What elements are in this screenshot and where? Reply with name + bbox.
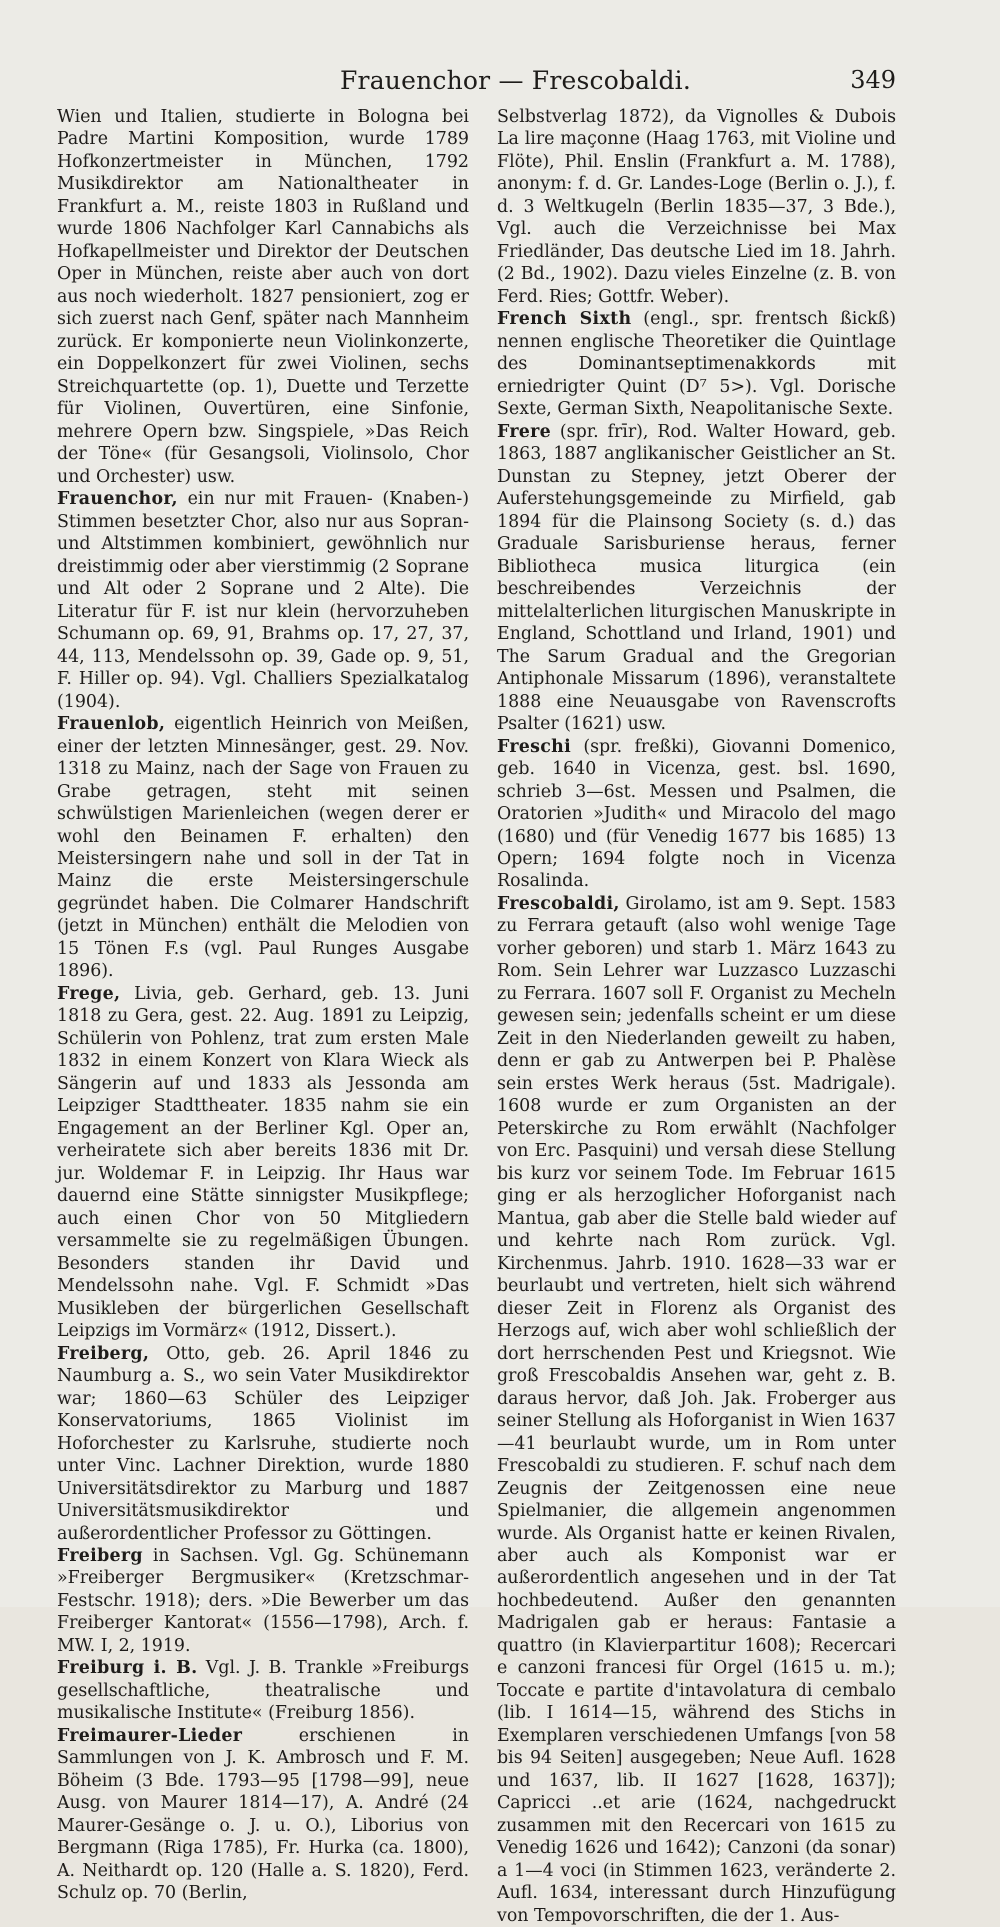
entry-headword: Frauenlob, bbox=[57, 714, 166, 735]
entry-headword: Frescobaldi, bbox=[497, 893, 620, 914]
dictionary-entry bbox=[57, 1725, 469, 1905]
dictionary-entry bbox=[57, 1545, 469, 1657]
entry-text: erschienen in Sammlungen von J. K. Ambrosch und F. M. Böheim (3 Bde. 1793—95 [1798—99], neue Ausg. von Maurer 1814—17), A. André (24 Maurer-Gesänge o. J. u. O.), Liborius von Bergmann (Riga 1785), Fr. Hurka (ca. 1800), A. Neithardt op. 120 (Halle a. S. 1820), Ferd. Schulz op. 70 (Berlin, bbox=[57, 1725, 469, 1904]
entry-text: Livia, geb. Gerhard, geb. 13. Juni 1818 zu Gera, gest. 22. Aug. 1891 zu Leipzig, Schülerin von Pohlenz, trat zum ersten Male 1832 in einem Konzert von Klara Wieck als Sängerin auf und 1833 als Jessonda am Leipziger Stadttheater. 1835 nahm sie ein Engagement an der Berliner Kgl. Oper an, verheiratete sich aber bereits 1836 mit Dr. jur. Woldemar F. in Leipzig. Ihr Haus war dauernd eine Stätte sinnigster Musikpflege; auch einen Chor von 50 Mitgliedern versammelte sie zu regelmäßigen Übungen. Besonders standen ihr David und Mendelssohn nahe. Vgl. F. Schmidt »Das Musikleben der bürgerlichen Gesellschaft Leipzigs im Vormärz« (1912, Dissert.). bbox=[57, 983, 469, 1342]
dictionary-entry bbox=[57, 1343, 469, 1545]
dictionary-entry bbox=[497, 736, 896, 893]
dictionary-entry bbox=[57, 488, 469, 713]
entry-headword: Freimaurer-Lieder bbox=[57, 1725, 243, 1746]
dictionary-entry bbox=[57, 106, 469, 488]
entry-text: (spr. frīr), Rod. Walter Howard, geb. 1863, 1887 anglikanischer Geistlicher an St. Dunstan zu Stepney, jetzt Oberer der Auferstehungsgemeinde zu Mirfield, gab 1894 für die Plainsong Society (s. d.) das Graduale Sarisburiense heraus, ferner Bibliotheca musica liturgica (ein beschreibendes Verzeichnis der mittelalterlichen liturgischen Manuskripte in England, Schottland und Irland, 1901) und The Sarum Gradual and the Gregorian Antiphonale Missarum (1896), veranstaltete 1888 eine Neuausgabe von Ravenscrofts Psalter (1621) usw. bbox=[497, 421, 896, 735]
entry-text: in Sachsen. Vgl. Gg. Schünemann »Freiberger Bergmusiker« (Kretzschmar-Festschr. 1918); ders. »Die Bewerber um das Freiberger Kantorat« (1556—1798), Arch. f. MW. I, 2, 1919. bbox=[57, 1546, 469, 1656]
entry-headword: Freiberg, bbox=[57, 1343, 150, 1364]
dictionary-entry bbox=[497, 106, 896, 308]
entry-text: eigentlich Heinrich von Meißen, einer der letzten Minnesänger, gest. 29. Nov. 1318 zu Mainz, nach der Sage von Frauen zu Grabe getragen, steht mit seinen schwülstigen Marienleichen (wegen derer er wohl den Beinamen F. erhalten) den Meistersingern nahe und soll in der Tat in Mainz die erste Meistersingerschule gegründet haben. Die Colmarer Handschrift (jetzt in München) enthält die Melodien von 15 Tönen F.s (vgl. Paul Runges Ausgabe 1896). bbox=[57, 714, 469, 982]
dictionary-entry bbox=[57, 983, 469, 1343]
entry-text: Otto, geb. 26. April 1846 zu Naumburg a. S., wo sein Vater Musikdirektor war; 1860—63 Schüler des Leipziger Konservatoriums, 1865 Violinist im Hoforchester zu Karlsruhe, studierte noch unter Vinc. Lachner Direktion, wurde 1880 Universitätsdirektor zu Marburg und 1887 Universitätsmusikdirektor und außerordentlicher Professor zu Göttingen. bbox=[57, 1343, 469, 1544]
running-title: Frauenchor — Frescobaldi. bbox=[340, 66, 692, 95]
page-number: 349 bbox=[850, 66, 896, 94]
right-column bbox=[497, 106, 896, 1926]
dictionary-entry bbox=[57, 713, 469, 983]
dictionary-entry bbox=[497, 421, 896, 736]
entry-text: Girolamo, ist am 9. Sept. 1583 zu Ferrara getauft (also wohl wenige Tage vorher geboren) und starb 1. März 1643 zu Rom. Sein Lehrer war Luzzasco Luzzaschi zu Ferrara. 1607 soll F. Organist zu Mecheln gewesen sein; jedenfalls scheint er um diese Zeit in den Niederlanden geweilt zu haben, denn er gab zu Antwerpen bei P. Phalèse sein erstes Werk heraus (5st. Madrigale). 1608 wurde er zum Organisten an der Peterskirche zu Rom erwählt (Nachfolger von Erc. Pasquini) und versah diese Stellung bis kurz vor seinem Tode. Im Februar 1615 ging er als herzoglicher Hoforganist nach Mantua, gab aber die Stelle bald wieder auf und kehrte nach Rom zurück. Vgl. Kirchenmus. Jahrb. 1910. 1628—33 war er beurlaubt und vertreten, hielt sich während dieser Zeit in Florenz als Organist des Herzogs auf, wich aber wohl schließlich der dort herrschenden Pest und Kriegsnot. Wie groß Frescobaldis Ansehen war, geht z. B. daraus hervor, daß Joh. Jak. Froberger aus seiner Stellung als Hoforganist in Wien 1637—41 beurlaubt wurde, um in Rom unter Frescobaldi zu studieren. F. schuf nach dem Zeugnis der Zeitgenossen eine neue Spielmanier, die allgemein angenommen wurde. Als Organist hatte er keinen Rivalen, aber auch als Komponist war er außerordentlich angesehen und in der Tat hochbedeutend. Außer den genannten Madrigalen gab er heraus: Fantasie a quattro (in Klavierpartitur 1608); Recercari e canzoni francesi für Orgel (1615 u. m.); Toccate e partite d'intavolatura di cembalo (lib. I 1614—15, während des Stichs in Exemplaren verschiedenen Umfangs [von 58 bis 94 Seiten] ausgegeben; Neue Aufl. 1628 und 1637, lib. II 1627 [1628, 1637]); Capricci ..et arie (1624, nachgedruckt zusammen mit den Recercari von 1615 zu Venedig 1626 und 1642); Canzoni (da sonar) a 1—4 voci (in Stimmen 1623, veränderte 2. Aufl. 1634, interessant durch Hinzufügung von Tempovorschriften, die der 1. Aus- bbox=[497, 893, 896, 1926]
entry-text: Vgl. J. B. Trankle »Freiburgs gesellschaftliche, theatralische und musikalische Institute« (Freiburg 1856). bbox=[57, 1658, 469, 1724]
entry-headword: Freiburg i. B. bbox=[57, 1658, 198, 1679]
entry-headword: French Sixth bbox=[497, 309, 632, 330]
dictionary-entry bbox=[497, 308, 896, 420]
entry-text: Wien und Italien, studierte in Bologna bei Padre Martini Komposition, wurde 1789 Hofkonzertmeister in München, 1792 Musikdirektor am Nationaltheater in Frankfurt a. M., reiste 1803 in Rußland und wurde 1806 Nachfolger Karl Cannabichs als Hofkapellmeister und Direktor der Deutschen Oper in München, reiste aber auch von dort aus noch wiederholt. 1827 pensioniert, zog er sich zuerst nach Genf, später nach Mannheim zurück. Er komponierte neun Violinkonzerte, ein Doppelkonzert für zwei Violinen, sechs Streichquartette (op. 1), Duette und Terzette für Violinen, Ouvertüren, eine Sinfonie, mehrere Opern bzw. Singspiele, »Das Reich der Töne« (für Gesangsoli, Violinsolo, Chor und Orchester) usw. bbox=[57, 107, 469, 487]
entry-headword: Frege, bbox=[57, 983, 121, 1004]
entry-headword: Freschi bbox=[497, 736, 571, 757]
entry-text: Selbstverlag 1872), da Vignolles & Dubois La lire maçonne (Haag 1763, mit Violine und Flöte), Phil. Enslin (Frankfurt a. M. 1788), anonym: f. d. Gr. Landes-Loge (Berlin o. J.), f. d. 3 Weltkugeln (Berlin 1835—37, 3 Bde.), Vgl. auch die Verzeichnisse bei Max Friedländer, Das deutsche Lied im 18. Jahrh. (2 Bd., 1902). Dazu vieles Einzelne (z. B. von Ferd. Ries; Gottfr. Weber). bbox=[497, 107, 896, 307]
entry-headword: Frere bbox=[497, 421, 551, 442]
entry-headword: Freiberg bbox=[57, 1546, 143, 1566]
entry-text: ein nur mit Frauen- (Knaben-) Stimmen besetzter Chor, also nur aus Sopran- und Altstimmen kombiniert, gewöhnlich nur dreistimmig oder aber vierstimmig (2 Soprane und Alt oder 2 Soprane und 2 Alte). Die Literatur für F. ist nur klein (hervorzuheben Schumann op. 69, 91, Brahms op. 17, 27, 37, 44, 113, Mendelssohn op. 39, Gade op. 9, 51, F. Hiller op. 94). Vgl. Challiers Spezialkatalog (1904). bbox=[57, 489, 469, 712]
dictionary-entry bbox=[57, 1657, 469, 1724]
entry-text: (engl., spr. frentsch ßickß) nennen englische Theoretiker die Quintlage des Dominantseptimenakkords mit erniedrigter Quint (D⁷ 5>). Vgl. Dorische Sexte, German Sixth, Neapolitanische Sexte. bbox=[497, 309, 896, 420]
page-header bbox=[0, 62, 1000, 98]
left-column bbox=[57, 106, 469, 1904]
dictionary-entry bbox=[497, 893, 896, 1927]
entry-text: (spr. freßki), Giovanni Domenico, geb. 1640 in Vicenza, gest. bsl. 1690, schrieb 3—6st. Messen und Psalmen, die Oratorien »Judith« und Miracolo del mago (1680) und (für Venedig 1677 bis 1685) 13 Opern; 1694 folgte noch in Vicenza Rosalinda. bbox=[497, 736, 896, 892]
entry-headword: Frauenchor, bbox=[57, 489, 178, 510]
